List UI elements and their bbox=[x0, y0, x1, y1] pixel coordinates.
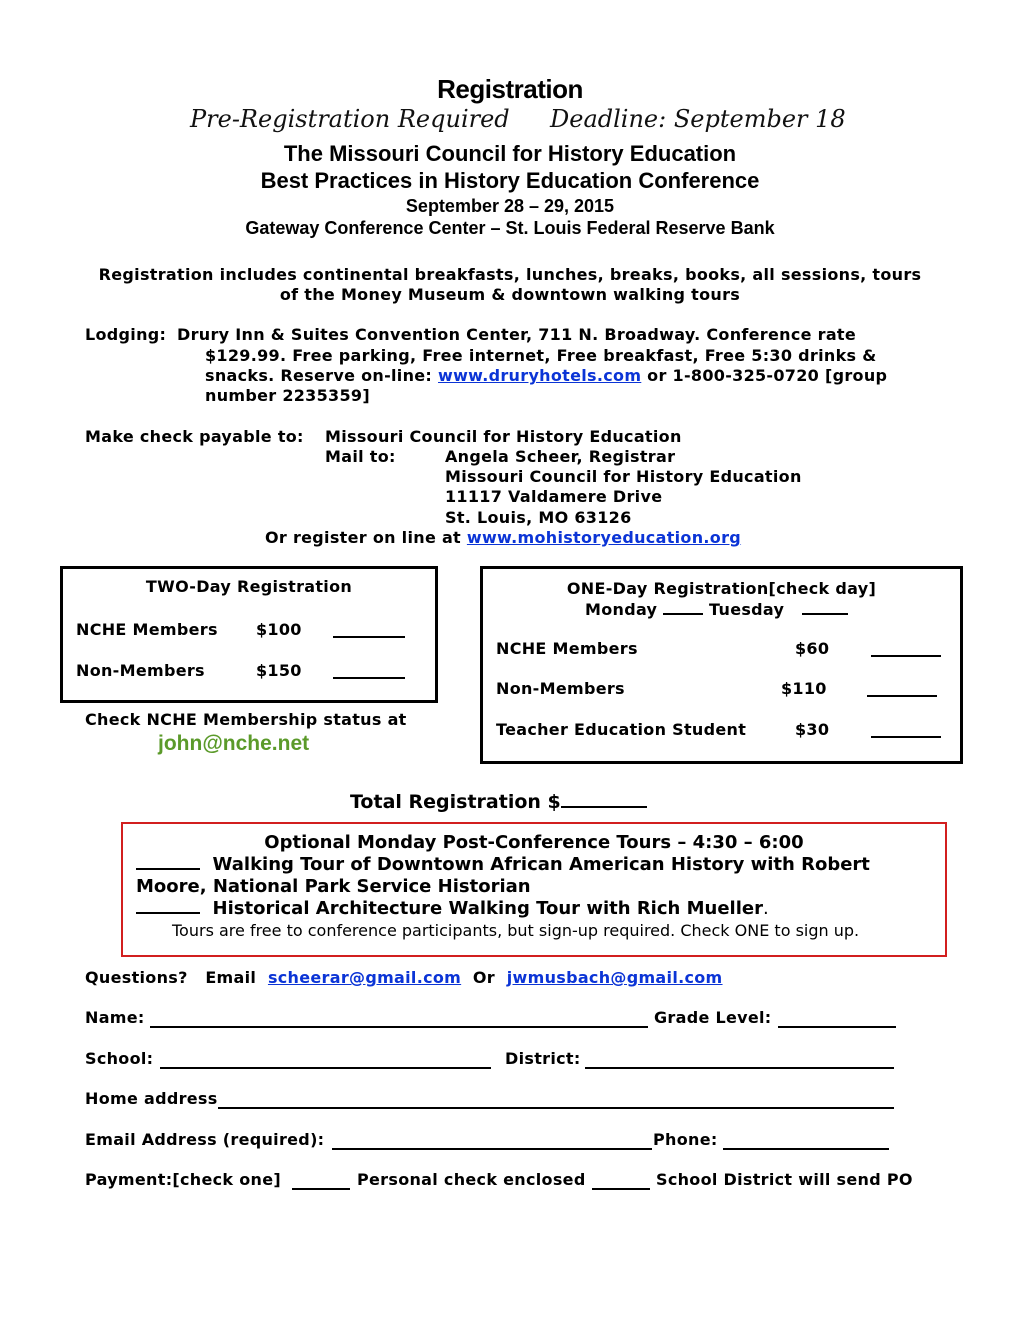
name-field[interactable] bbox=[150, 1012, 648, 1028]
deadline-note: Deadline: September 18 bbox=[550, 105, 846, 133]
day-selection: Monday Tuesday bbox=[585, 599, 848, 619]
questions-line: Questions? Email scheerar@gmail.com Or jwmusbach@gmail.com bbox=[85, 968, 723, 987]
lodging-line-2: $129.99. Free parking, Free internet, Free breakfast, Free 5:30 drinks & bbox=[205, 346, 877, 365]
tuesday-blank[interactable] bbox=[802, 599, 848, 615]
two-day-member-price: $100 bbox=[256, 620, 302, 639]
district-po-label: School District will send PO bbox=[656, 1170, 913, 1189]
mail-address-line: Missouri Council for History Education bbox=[445, 467, 802, 486]
personal-check-blank[interactable] bbox=[292, 1174, 350, 1190]
one-day-registration-box bbox=[480, 566, 963, 764]
mail-address-line: Angela Scheer, Registrar bbox=[445, 447, 676, 466]
organization-name: The Missouri Council for History Education bbox=[283, 141, 737, 166]
lodging-line-1: Drury Inn & Suites Convention Center, 711 N. Broadway. Conference rate bbox=[177, 325, 857, 344]
two-day-nonmember-blank[interactable] bbox=[333, 663, 405, 679]
total-blank[interactable] bbox=[561, 790, 647, 808]
check-payable-label: Make check payable to: bbox=[85, 427, 304, 446]
personal-check-label: Personal check enclosed bbox=[357, 1170, 586, 1189]
one-day-nonmember-label: Non-Members bbox=[496, 679, 625, 698]
grade-level-label: Grade Level: bbox=[654, 1008, 772, 1027]
total-registration: Total Registration $ bbox=[350, 790, 647, 813]
grade-level-field[interactable] bbox=[778, 1012, 896, 1028]
lodging-label: Lodging: bbox=[85, 325, 167, 344]
one-day-member-price: $60 bbox=[795, 639, 830, 658]
tour-1-continued: Moore, National Park Service Historian bbox=[136, 876, 531, 897]
payment-label: Payment:[check one] bbox=[85, 1170, 281, 1189]
phone-label: Phone: bbox=[653, 1130, 718, 1149]
two-day-nonmember-price: $150 bbox=[256, 661, 302, 680]
tour-2-option: Historical Architecture Walking Tour with Rich Mueller. bbox=[136, 898, 769, 919]
lodging-line-4: number 2235359] bbox=[205, 386, 370, 405]
home-address-label: Home address bbox=[85, 1089, 218, 1108]
email-address-label: Email Address (required): bbox=[85, 1130, 325, 1149]
membership-status-text: Check NCHE Membership status at bbox=[85, 710, 407, 729]
mohistory-link[interactable]: www.mohistoryeducation.org bbox=[466, 528, 742, 547]
two-day-member-blank[interactable] bbox=[333, 622, 405, 638]
register-online-line: Or register on line at www.mohistoryeducation.org bbox=[265, 528, 742, 547]
one-day-member-label: NCHE Members bbox=[496, 639, 638, 658]
two-day-nonmember-label: Non-Members bbox=[76, 661, 205, 680]
page-title: Registration bbox=[437, 74, 583, 104]
phone-field[interactable] bbox=[723, 1134, 889, 1150]
district-field[interactable] bbox=[585, 1053, 894, 1069]
two-day-registration-box bbox=[60, 566, 438, 703]
includes-line-2: of the Money Museum & downtown walking tours bbox=[279, 285, 741, 304]
district-label: District: bbox=[505, 1049, 581, 1068]
school-field[interactable] bbox=[160, 1053, 491, 1069]
scheerar-email-link[interactable]: scheerar@gmail.com bbox=[267, 968, 462, 987]
tours-note: Tours are free to conference participants, but sign-up required. Check ONE to sign up. bbox=[172, 921, 860, 940]
home-address-field[interactable] bbox=[218, 1093, 894, 1109]
one-day-nonmember-blank[interactable] bbox=[867, 681, 937, 697]
one-day-student-blank[interactable] bbox=[871, 722, 941, 738]
one-day-member-blank[interactable] bbox=[871, 641, 941, 657]
mail-address-line: 11117 Valdamere Drive bbox=[445, 487, 663, 506]
drury-hotels-link[interactable]: www.druryhotels.com bbox=[438, 366, 642, 385]
one-day-student-label: Teacher Education Student bbox=[496, 720, 747, 739]
monday-blank[interactable] bbox=[663, 599, 703, 615]
check-payee: Missouri Council for History Education bbox=[325, 427, 682, 446]
email-address-field[interactable] bbox=[332, 1134, 652, 1150]
conference-venue: Gateway Conference Center – St. Louis Federal Reserve Bank bbox=[245, 218, 775, 238]
tour-2-blank[interactable] bbox=[136, 898, 200, 914]
one-day-nonmember-price: $110 bbox=[781, 679, 827, 698]
name-label: Name: bbox=[85, 1008, 145, 1027]
one-day-title: ONE-Day Registration[check day] bbox=[566, 579, 877, 598]
jwmusbach-email-link[interactable]: jwmusbach@gmail.com bbox=[506, 968, 723, 987]
tour-1-option: Walking Tour of Downtown African American History with Robert bbox=[136, 854, 870, 875]
two-day-title: TWO-Day Registration bbox=[145, 577, 353, 596]
pre-registration-note: Pre-Registration Required bbox=[190, 105, 510, 133]
conference-name: Best Practices in History Education Conference bbox=[260, 168, 760, 193]
tour-1-blank[interactable] bbox=[136, 854, 200, 870]
mail-address-line: St. Louis, MO 63126 bbox=[445, 508, 632, 527]
two-day-member-label: NCHE Members bbox=[76, 620, 218, 639]
conference-dates: September 28 – 29, 2015 bbox=[405, 196, 615, 216]
mail-to-label: Mail to: bbox=[325, 447, 396, 466]
membership-email[interactable]: john@nche.net bbox=[158, 732, 310, 755]
one-day-student-price: $30 bbox=[795, 720, 830, 739]
school-label: School: bbox=[85, 1049, 154, 1068]
district-po-blank[interactable] bbox=[592, 1174, 650, 1190]
lodging-line-3: snacks. Reserve on-line: www.druryhotels.com or 1-800-325-0720 [group bbox=[205, 366, 888, 385]
tours-title: Optional Monday Post-Conference Tours – 4:30 – 6:00 bbox=[264, 832, 804, 853]
optional-tours-box bbox=[121, 822, 947, 957]
includes-line-1: Registration includes continental breakfasts, lunches, breaks, books, all sessions, tours bbox=[98, 265, 922, 284]
